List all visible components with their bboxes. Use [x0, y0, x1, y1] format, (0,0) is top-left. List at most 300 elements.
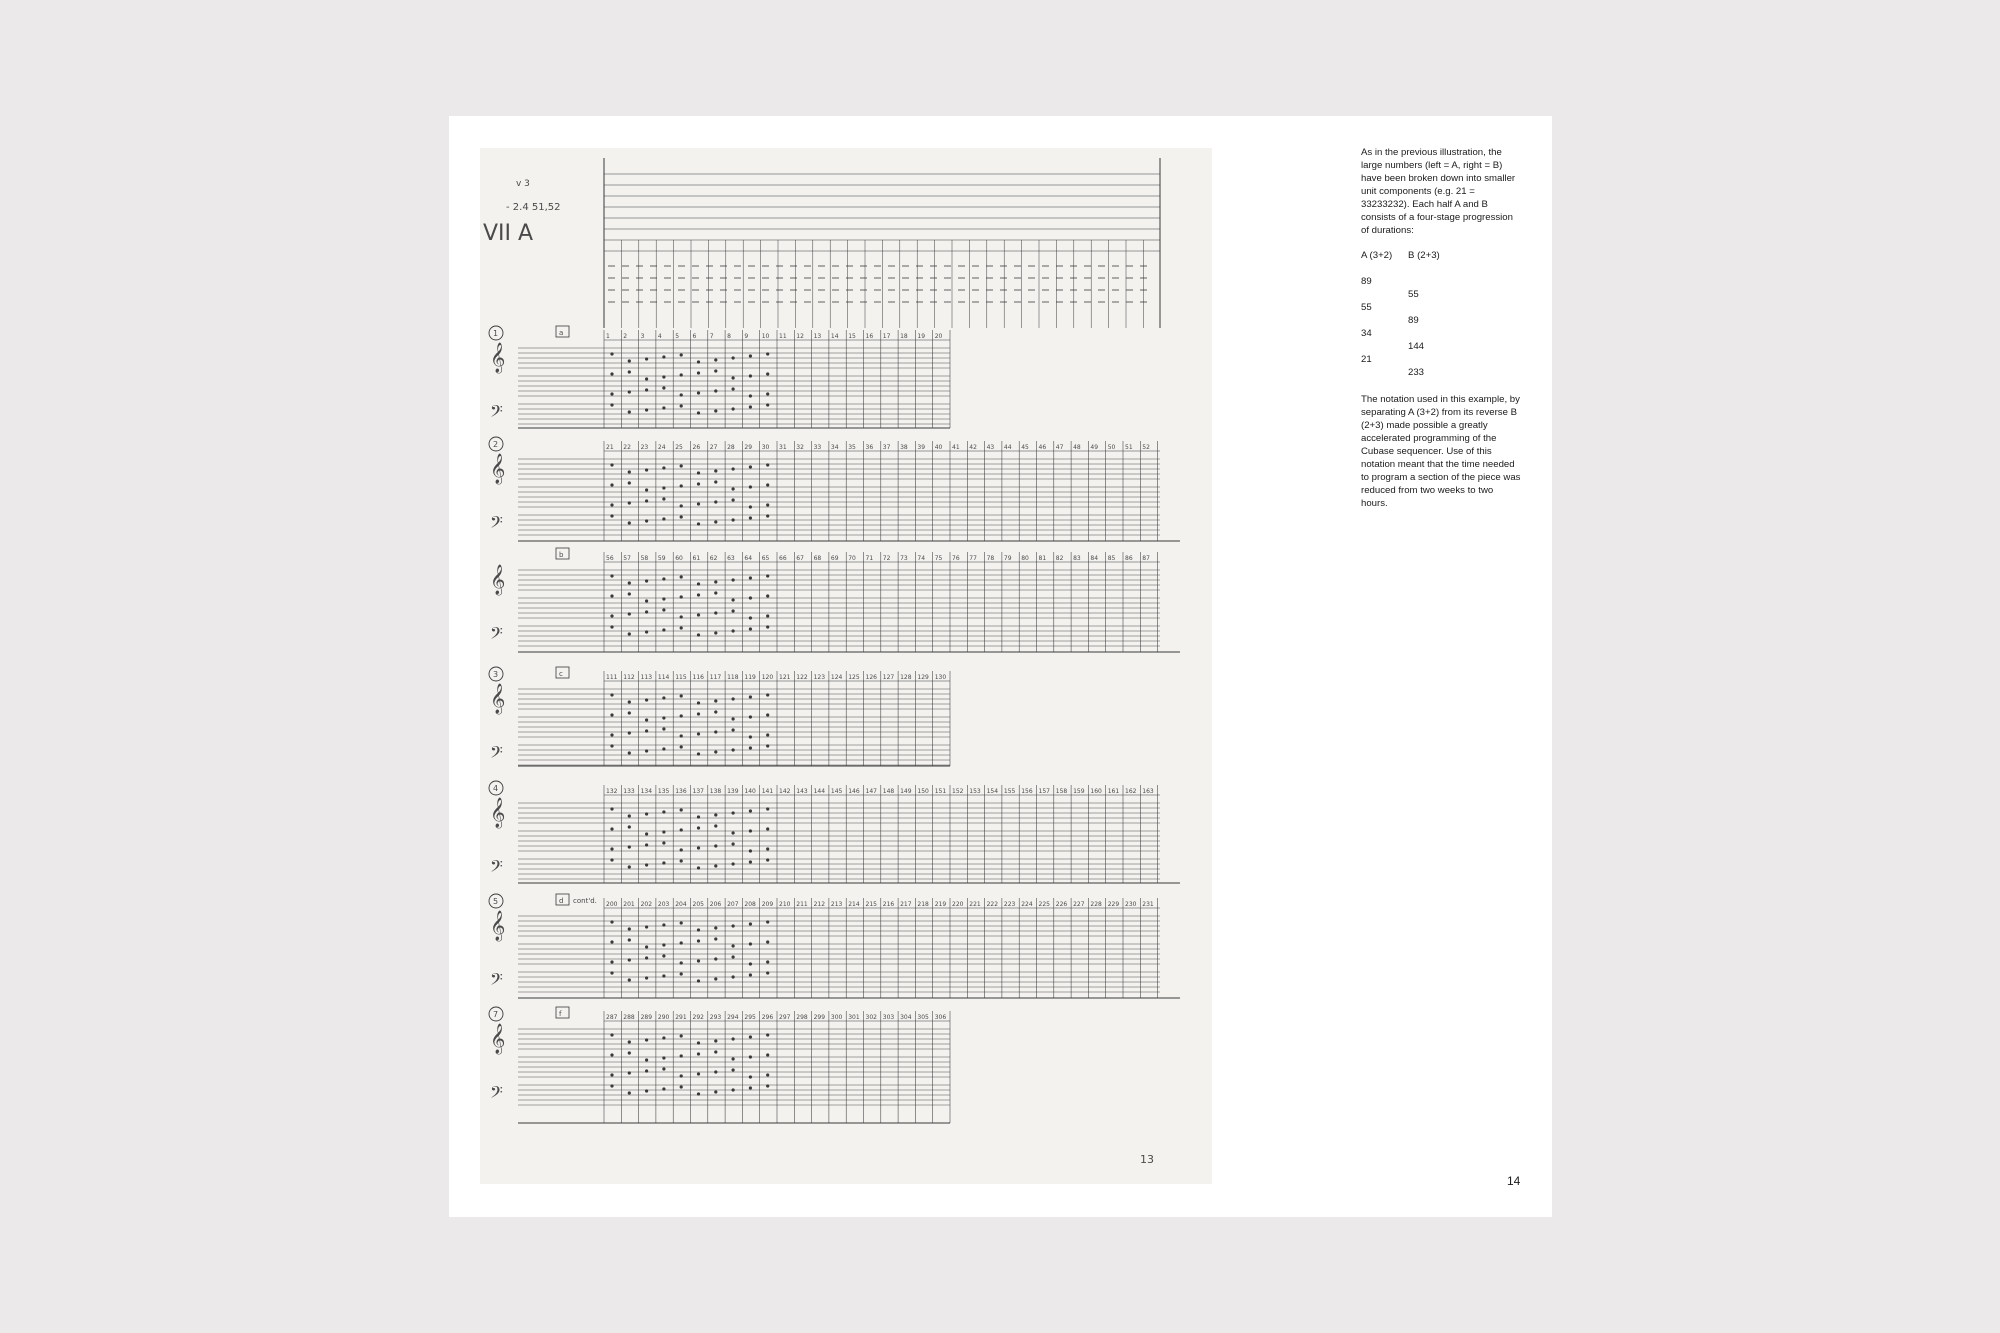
note-mark [662, 810, 665, 813]
note-mark [645, 599, 648, 602]
bar-number: 8 [727, 333, 731, 340]
note-mark [732, 578, 735, 581]
note-mark [645, 357, 648, 360]
bar-number: 124 [830, 674, 843, 681]
note-mark [732, 1057, 735, 1060]
note-mark [680, 373, 683, 376]
note-mark [645, 749, 648, 752]
bass-clef: 𝄢 [490, 512, 503, 536]
note-mark [697, 633, 700, 636]
bar-number: 211 [796, 901, 808, 908]
bar-number: 214 [848, 901, 860, 908]
note-mark [766, 1084, 769, 1087]
bar-number: 32 [796, 444, 804, 451]
note-mark [766, 574, 769, 577]
bar-number: 46 [1038, 444, 1047, 451]
note-mark [749, 576, 752, 579]
note-mark [714, 710, 717, 713]
note-mark [697, 752, 700, 755]
note-mark [714, 480, 717, 483]
note-mark [610, 847, 613, 850]
bar-number: 56 [606, 555, 614, 562]
note-mark [732, 811, 735, 814]
note-mark [697, 732, 700, 735]
note-mark [697, 959, 700, 962]
note-mark [697, 593, 700, 596]
note-mark [766, 503, 769, 506]
bar-number: 123 [813, 674, 826, 681]
bar-number: 134 [640, 788, 653, 795]
note-mark [662, 466, 665, 469]
score-drawing [480, 148, 1212, 1184]
note-mark [714, 591, 717, 594]
note-mark [610, 463, 613, 466]
score-manuscript-image [480, 148, 1212, 1184]
note-mark [662, 1087, 665, 1090]
bar-number: 7 [709, 333, 714, 340]
note-mark [662, 375, 665, 378]
bar-number: 295 [744, 1014, 756, 1021]
note-mark [732, 748, 735, 751]
note-mark [697, 815, 700, 818]
note-mark [732, 975, 735, 978]
note-mark [732, 955, 735, 958]
bar-number: 125 [848, 674, 860, 681]
note-mark [628, 410, 631, 413]
bar-number: 65 [761, 555, 770, 562]
bar-number: 201 [623, 901, 635, 908]
bar-number: 20 [934, 333, 943, 340]
note-mark [610, 483, 613, 486]
note-mark [766, 514, 769, 517]
note-mark [628, 1071, 631, 1074]
bar-number: 35 [848, 444, 856, 451]
note-mark [732, 518, 735, 521]
note-mark [749, 465, 752, 468]
bar-number: 306 [934, 1014, 947, 1021]
note-mark [610, 744, 613, 747]
note-mark [610, 503, 613, 506]
note-mark [662, 861, 665, 864]
bar-number: 33 [813, 444, 822, 451]
note-mark [628, 481, 631, 484]
note-mark [662, 486, 665, 489]
note-mark [662, 830, 665, 833]
note-mark [749, 505, 752, 508]
bar-number: 63 [727, 555, 735, 562]
note-mark [645, 388, 648, 391]
treble-clef: 𝄞 [490, 343, 506, 373]
bar-number: 40 [934, 444, 943, 451]
note-mark [697, 482, 700, 485]
score-ref-small: v 3 [516, 179, 530, 189]
bar-number: 305 [917, 1014, 929, 1021]
bar-number: 217 [900, 901, 912, 908]
bar-number: 67 [796, 555, 804, 562]
bar-number: 71 [865, 555, 874, 562]
note-mark [628, 927, 631, 930]
note-mark [732, 407, 735, 410]
note-mark [680, 626, 683, 629]
bass-clef: 𝄢 [490, 1082, 503, 1106]
note-mark [680, 504, 683, 507]
note-mark [714, 1070, 717, 1073]
bar-number: 147 [865, 788, 877, 795]
note-mark [697, 471, 700, 474]
note-mark [662, 577, 665, 580]
note-mark [645, 519, 648, 522]
bar-number: 132 [606, 788, 618, 795]
bass-clef: 𝄢 [490, 856, 503, 880]
note-mark [645, 408, 648, 411]
bar-number: 299 [813, 1014, 826, 1021]
bar-number: 151 [934, 788, 947, 795]
bar-number: 163 [1142, 788, 1154, 795]
bar-number: 28 [727, 444, 735, 451]
note-mark [645, 1089, 648, 1092]
note-mark [610, 1033, 613, 1036]
page-number: 14 [1507, 1174, 1521, 1188]
note-mark [610, 960, 613, 963]
bar-number: 146 [848, 788, 860, 795]
bar-number: 14 [830, 333, 839, 340]
note-mark [610, 858, 613, 861]
note-mark [662, 355, 665, 358]
bar-number: 162 [1125, 788, 1137, 795]
note-mark [662, 517, 665, 520]
note-mark [680, 615, 683, 618]
bar-number: 16 [865, 333, 874, 340]
note-mark [662, 386, 665, 389]
note-mark [628, 592, 631, 595]
bar-number: 78 [986, 555, 995, 562]
note-mark [766, 744, 769, 747]
note-mark [749, 394, 752, 397]
treble-clef: 𝄞 [490, 1024, 506, 1054]
note-mark [766, 960, 769, 963]
note-mark [697, 701, 700, 704]
bar-number: 113 [640, 674, 653, 681]
bar-number: 204 [675, 901, 687, 908]
note-mark [610, 392, 613, 395]
bar-number: 68 [813, 555, 822, 562]
bar-number: 130 [934, 674, 947, 681]
bar-number: 57 [623, 555, 631, 562]
bar-number: 144 [813, 788, 826, 795]
note-mark [714, 469, 717, 472]
bar-number: 127 [882, 674, 895, 681]
note-mark [714, 699, 717, 702]
note-mark [610, 713, 613, 716]
note-mark [766, 614, 769, 617]
note-mark [766, 971, 769, 974]
bar-number: 23 [640, 444, 649, 451]
note-mark [645, 729, 648, 732]
note-mark [610, 514, 613, 517]
note-mark [732, 609, 735, 612]
note-mark [628, 978, 631, 981]
note-mark [662, 974, 665, 977]
note-mark [714, 730, 717, 733]
note-mark [645, 718, 648, 721]
note-mark [610, 372, 613, 375]
score-page-mark: 13 [1140, 1153, 1154, 1166]
bar-number: 139 [727, 788, 739, 795]
note-mark [645, 468, 648, 471]
bar-number: 203 [657, 901, 670, 908]
note-mark [732, 1068, 735, 1071]
note-mark [680, 921, 683, 924]
note-mark [680, 353, 683, 356]
bar-number: 223 [1003, 901, 1016, 908]
bar-number: 122 [796, 674, 808, 681]
note-mark [610, 352, 613, 355]
note-mark [662, 1056, 665, 1059]
note-mark [714, 864, 717, 867]
bar-number: 216 [882, 901, 895, 908]
note-mark [628, 711, 631, 714]
note-mark [714, 611, 717, 614]
bar-number: 159 [1073, 788, 1085, 795]
note-mark [766, 352, 769, 355]
note-mark [766, 920, 769, 923]
note-mark [680, 734, 683, 737]
note-mark [680, 808, 683, 811]
bar-number: 13 [813, 333, 822, 340]
bar-number: 152 [952, 788, 964, 795]
durations-row: 34 [1361, 328, 1372, 339]
note-mark [714, 580, 717, 583]
treble-clef: 𝄞 [490, 911, 506, 941]
bar-number: 154 [986, 788, 999, 795]
bar-number: 158 [1055, 788, 1068, 795]
note-mark [697, 712, 700, 715]
note-mark [645, 863, 648, 866]
bar-number: 80 [1021, 555, 1029, 562]
note-mark [749, 374, 752, 377]
note-mark [610, 1084, 613, 1087]
caption-paragraph-2: The notation used in this example, by separating A (3+2) from its reverse B (2+3) made possible a greatly accelerated programming of the Cubase sequencer. Use of this notation meant that the time needed to program a section of the piece was reduced from two weeks to two hours. [1361, 394, 1521, 509]
note-mark [628, 390, 631, 393]
bar-number: 51 [1125, 444, 1133, 451]
note-mark [749, 942, 752, 945]
note-mark [680, 1085, 683, 1088]
note-mark [749, 735, 752, 738]
bar-number: 292 [692, 1014, 704, 1021]
note-mark [766, 625, 769, 628]
bar-number: 301 [848, 1014, 860, 1021]
note-mark [628, 521, 631, 524]
bar-number: 112 [623, 674, 635, 681]
bar-number: 10 [761, 333, 770, 340]
bar-number: 25 [675, 444, 683, 451]
note-mark [749, 829, 752, 832]
note-mark [714, 1039, 717, 1042]
note-mark [749, 1035, 752, 1038]
bar-number: 38 [900, 444, 908, 451]
note-mark [680, 515, 683, 518]
note-mark [645, 499, 648, 502]
treble-clef: 𝄞 [490, 684, 506, 714]
note-mark [697, 928, 700, 931]
bar-number: 226 [1055, 901, 1068, 908]
note-mark [749, 922, 752, 925]
bar-number: 200 [606, 901, 618, 908]
note-mark [749, 596, 752, 599]
bar-number: 59 [657, 555, 666, 562]
durations-row: 21 [1361, 354, 1372, 365]
bar-number: 291 [675, 1014, 687, 1021]
system-circle-label: 3 [493, 670, 499, 679]
durations-head-a: A (3+2) [1361, 250, 1393, 261]
note-mark [697, 613, 700, 616]
bass-clef: 𝄢 [490, 623, 503, 647]
note-mark [628, 958, 631, 961]
bar-number: 202 [640, 901, 653, 908]
note-mark [645, 698, 648, 701]
bar-number: 17 [882, 333, 891, 340]
bar-number: 41 [952, 444, 960, 451]
note-mark [662, 1067, 665, 1070]
bar-number: 129 [917, 674, 929, 681]
bar-number: 208 [744, 901, 756, 908]
treble-clef: 𝄞 [490, 798, 506, 828]
bar-number: 210 [779, 901, 791, 908]
bar-number: 47 [1055, 444, 1064, 451]
durations-row: 233 [1408, 367, 1425, 378]
note-mark [766, 847, 769, 850]
note-mark [680, 848, 683, 851]
note-mark [628, 501, 631, 504]
bar-number: 128 [900, 674, 912, 681]
note-mark [680, 393, 683, 396]
bar-number: 212 [813, 901, 826, 908]
bar-number: 142 [779, 788, 791, 795]
note-mark [680, 745, 683, 748]
note-mark [714, 631, 717, 634]
note-mark [662, 841, 665, 844]
caption-paragraph-1: As in the previous illustration, the large numbers (left = A, right = B) have been broken down into smaller unit components (e.g. 21 = 33233232). Each half A and B consists of a four-stage progression of durations: [1361, 147, 1516, 236]
bar-number: 114 [657, 674, 670, 681]
note-mark [645, 1069, 648, 1072]
note-mark [680, 714, 683, 717]
bar-number: 140 [744, 788, 756, 795]
bar-number: 75 [934, 555, 943, 562]
note-mark [732, 1037, 735, 1040]
note-mark [714, 750, 717, 753]
book-page [449, 116, 1552, 1217]
treble-clef: 𝄞 [490, 565, 506, 595]
bar-number: 5 [675, 333, 680, 340]
bar-number: 218 [917, 901, 929, 908]
bar-number: 36 [865, 444, 874, 451]
note-mark [628, 359, 631, 362]
note-mark [697, 502, 700, 505]
score-ref: - 2.4 51,52 [506, 202, 561, 213]
bar-number: 121 [779, 674, 791, 681]
bar-number: 135 [657, 788, 670, 795]
bar-number: 12 [796, 333, 804, 340]
note-mark [697, 1052, 700, 1055]
bar-number: 6 [692, 333, 697, 340]
note-mark [714, 389, 717, 392]
note-mark [662, 406, 665, 409]
note-mark [680, 694, 683, 697]
bar-number: 303 [882, 1014, 895, 1021]
bar-number: 11 [779, 333, 787, 340]
note-mark [766, 372, 769, 375]
bar-number: 157 [1038, 788, 1050, 795]
bar-number: 120 [761, 674, 774, 681]
note-mark [628, 370, 631, 373]
bar-number: 85 [1107, 555, 1116, 562]
note-mark [697, 939, 700, 942]
bar-number: 150 [917, 788, 929, 795]
bar-number: 30 [761, 444, 770, 451]
bar-number: 19 [917, 333, 926, 340]
bar-number: 148 [882, 788, 895, 795]
note-mark [610, 920, 613, 923]
bar-number: 22 [623, 444, 631, 451]
bar-number: 227 [1073, 901, 1085, 908]
system-box-label: b [559, 551, 564, 559]
bar-number: 83 [1073, 555, 1081, 562]
note-mark [645, 976, 648, 979]
bar-number: 1 [606, 333, 610, 340]
bar-number: 74 [917, 555, 926, 562]
bar-number: 84 [1090, 555, 1099, 562]
note-mark [645, 488, 648, 491]
note-mark [628, 731, 631, 734]
note-mark [732, 728, 735, 731]
bar-number: 229 [1107, 901, 1120, 908]
bar-number: 222 [986, 901, 999, 908]
note-mark [680, 464, 683, 467]
durations-row: 55 [1408, 289, 1419, 300]
note-mark [645, 1038, 648, 1041]
note-mark [732, 697, 735, 700]
bass-clef: 𝄢 [490, 969, 503, 993]
bar-number: 302 [865, 1014, 877, 1021]
note-mark [697, 371, 700, 374]
note-mark [628, 845, 631, 848]
note-mark [662, 954, 665, 957]
note-mark [697, 1072, 700, 1075]
note-mark [714, 813, 717, 816]
note-mark [766, 940, 769, 943]
note-mark [610, 1053, 613, 1056]
note-mark [697, 979, 700, 982]
bar-number: 294 [727, 1014, 739, 1021]
bar-number: 64 [744, 555, 753, 562]
bar-number: 37 [882, 444, 891, 451]
bar-number: 76 [952, 555, 960, 562]
note-mark [714, 520, 717, 523]
bar-number: 231 [1142, 901, 1154, 908]
note-mark [662, 923, 665, 926]
note-mark [732, 487, 735, 490]
bass-clef: 𝄢 [490, 401, 503, 425]
bar-number: 69 [830, 555, 839, 562]
bar-number: 219 [934, 901, 947, 908]
note-mark [697, 582, 700, 585]
note-mark [714, 937, 717, 940]
note-mark [628, 865, 631, 868]
bar-number: 48 [1073, 444, 1081, 451]
note-mark [628, 1051, 631, 1054]
note-mark [766, 733, 769, 736]
note-mark [680, 1074, 683, 1077]
